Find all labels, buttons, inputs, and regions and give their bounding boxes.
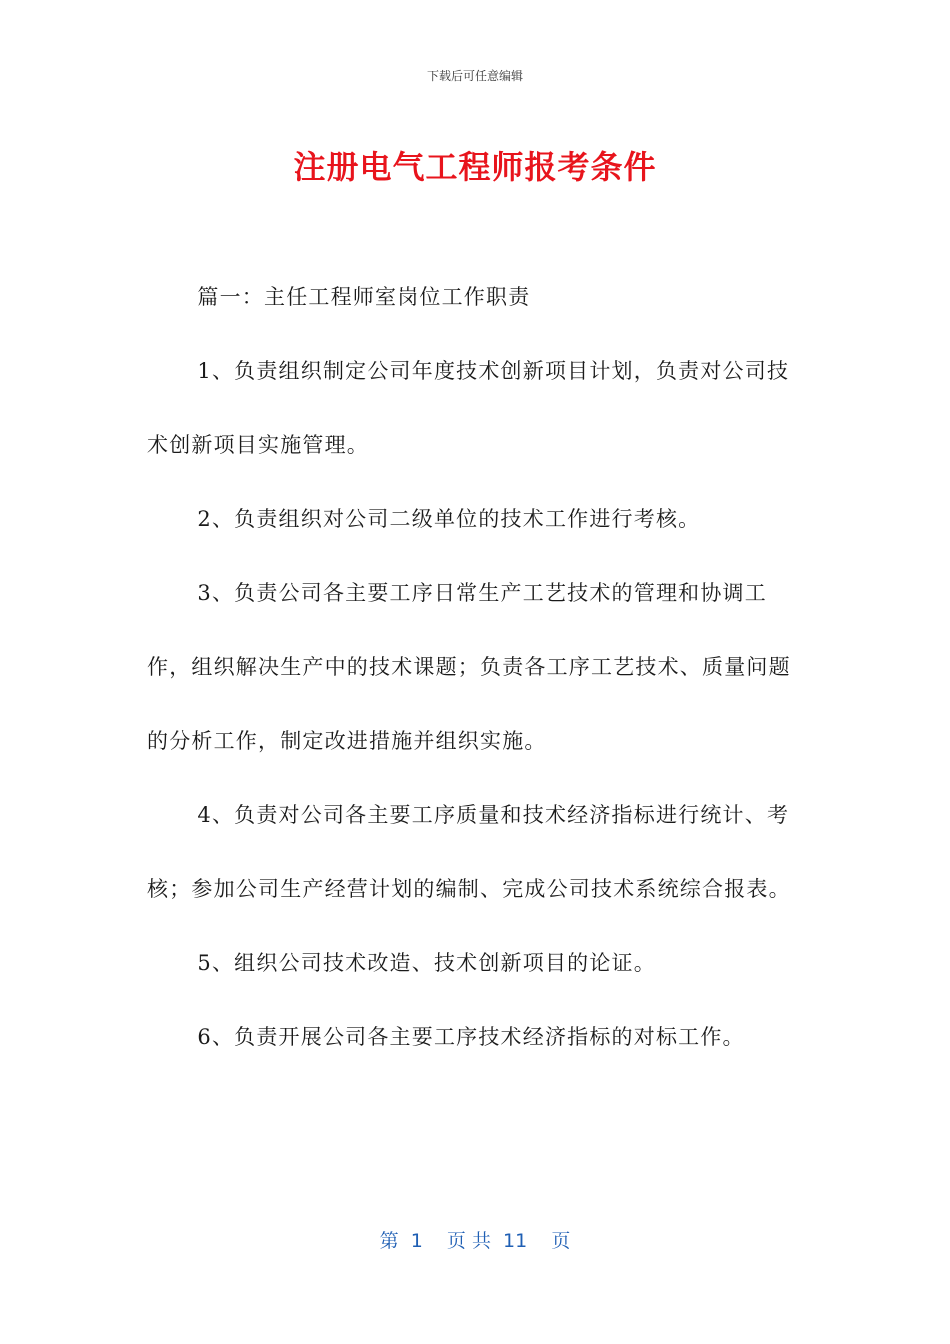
document-title: 注册电气工程师报考条件: [293, 148, 657, 186]
paragraph-1: 1、负责组织制定公司年度技术创新项目计划，负责对公司技术创新项目实施管理。: [147, 359, 790, 457]
section-heading: 篇一：主任工程师室岗位工作职责: [197, 285, 531, 309]
document-body: [147, 260, 807, 1074]
header-note: 下载后可任意编辑: [426, 69, 523, 83]
page-footer: 第 1 页 共 11 页: [379, 1230, 571, 1252]
paragraph-4: 4、负责对公司各主要工序质量和技术经济指标进行统计、考核；参加公司生产经营计划的编制、完成公司技术系统综合报表。: [147, 803, 791, 901]
paragraph-6: 6、负责开展公司各主要工序技术经济指标的对标工作。: [197, 1025, 745, 1049]
paragraph-5: 5、组织公司技术改造、技术创新项目的论证。: [197, 951, 656, 975]
paragraph-2: 2、负责组织对公司二级单位的技术工作进行考核。: [197, 507, 701, 531]
paragraph-3: 3、负责公司各主要工序日常生产工艺技术的管理和协调工作，组织解决生产中的技术课题；负责各工序工艺技术、质量问题的分析工作，制定改进措施并组织实施。: [147, 581, 791, 753]
